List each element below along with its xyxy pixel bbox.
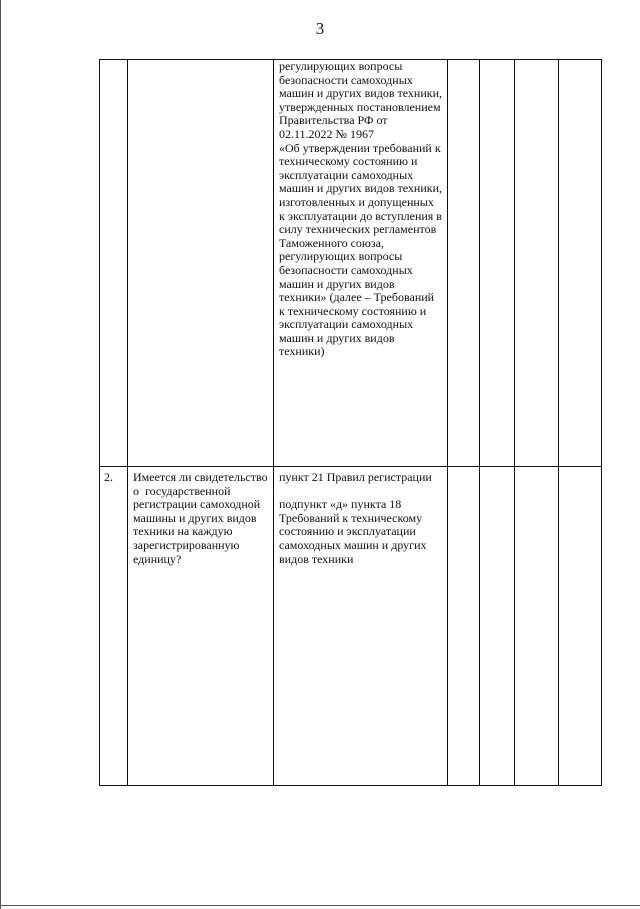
reference-line: эксплуатации самоходных bbox=[279, 317, 414, 332]
reference-line: техники) bbox=[279, 344, 325, 359]
response-cell bbox=[479, 59, 514, 466]
reference-line: к техническому состоянию и bbox=[279, 303, 427, 318]
question-line: Имеется ли свидетельство bbox=[133, 470, 268, 484]
table-row bbox=[99, 59, 601, 466]
reference-line: машин и других видов техники, bbox=[279, 181, 443, 196]
response-cell bbox=[558, 466, 601, 785]
reference-line: безопасности самоходных bbox=[279, 262, 413, 277]
question-line: машины и других видов bbox=[133, 510, 257, 525]
response-cell bbox=[479, 466, 514, 785]
reference-line: видов техники bbox=[279, 551, 354, 566]
reference-line: техники» (далее – Требований bbox=[279, 290, 435, 305]
reference-line: техническому состоянию и bbox=[279, 154, 418, 169]
reference-line: регулирующих вопросы bbox=[279, 59, 403, 73]
question-line: о государственной bbox=[133, 483, 231, 498]
reference-line: 02.11.2022 № 1967 bbox=[279, 126, 375, 141]
question-line: техники на каждую bbox=[133, 524, 233, 539]
reference-line: Таможенного союза, bbox=[279, 235, 384, 250]
response-cell bbox=[447, 466, 479, 785]
reference-line: силу технических регламентов bbox=[279, 222, 437, 237]
row-number: 2. bbox=[104, 470, 113, 484]
reference-line: машин и других видов техники, bbox=[279, 86, 443, 101]
scan-edge-bottom bbox=[0, 905, 640, 906]
reference-line: Правительства РФ от bbox=[279, 113, 388, 128]
question-line: регистрации самоходной bbox=[133, 497, 261, 512]
page-number: 3 bbox=[315, 19, 325, 38]
reference-paragraph bbox=[279, 498, 447, 566]
response-cell bbox=[514, 466, 558, 785]
reference-line: к эксплуатации до вступления в bbox=[279, 208, 442, 223]
requirements-table bbox=[99, 59, 602, 786]
number-cell bbox=[99, 466, 127, 785]
response-cell bbox=[447, 59, 479, 466]
references-cell bbox=[273, 59, 447, 466]
reference-line: машин и других видов bbox=[279, 330, 395, 345]
reference-line: самоходных машин и других bbox=[279, 537, 427, 552]
references-cell bbox=[273, 466, 447, 785]
reference-paragraph bbox=[279, 471, 447, 485]
question-line: зарегистрированную bbox=[133, 537, 240, 552]
question-line: единицу? bbox=[133, 551, 182, 566]
reference-line: подпункт «д» пункта 18 bbox=[279, 497, 402, 512]
question-cell bbox=[127, 59, 273, 466]
reference-line: регулирующих вопросы bbox=[279, 249, 403, 264]
number-cell bbox=[99, 59, 127, 466]
response-cell bbox=[514, 59, 558, 466]
reference-line: пункт 21 Правил регистрации bbox=[279, 470, 432, 484]
question-cell bbox=[127, 466, 273, 785]
reference-line: безопасности самоходных bbox=[279, 72, 413, 87]
table-row bbox=[99, 466, 601, 785]
reference-line: утвержденных постановлением bbox=[279, 99, 441, 114]
reference-line: эксплуатации самоходных bbox=[279, 167, 414, 182]
reference-line: Требований к техническому bbox=[279, 510, 423, 525]
reference-line: состоянию и эксплуатации bbox=[279, 524, 416, 539]
response-cell bbox=[558, 59, 601, 466]
scan-edge-left bbox=[0, 0, 1, 909]
reference-line: машин и других видов bbox=[279, 276, 395, 291]
reference-line: «Об утверждении требований к bbox=[279, 140, 441, 155]
reference-line: изготовленных и допущенных bbox=[279, 194, 434, 209]
